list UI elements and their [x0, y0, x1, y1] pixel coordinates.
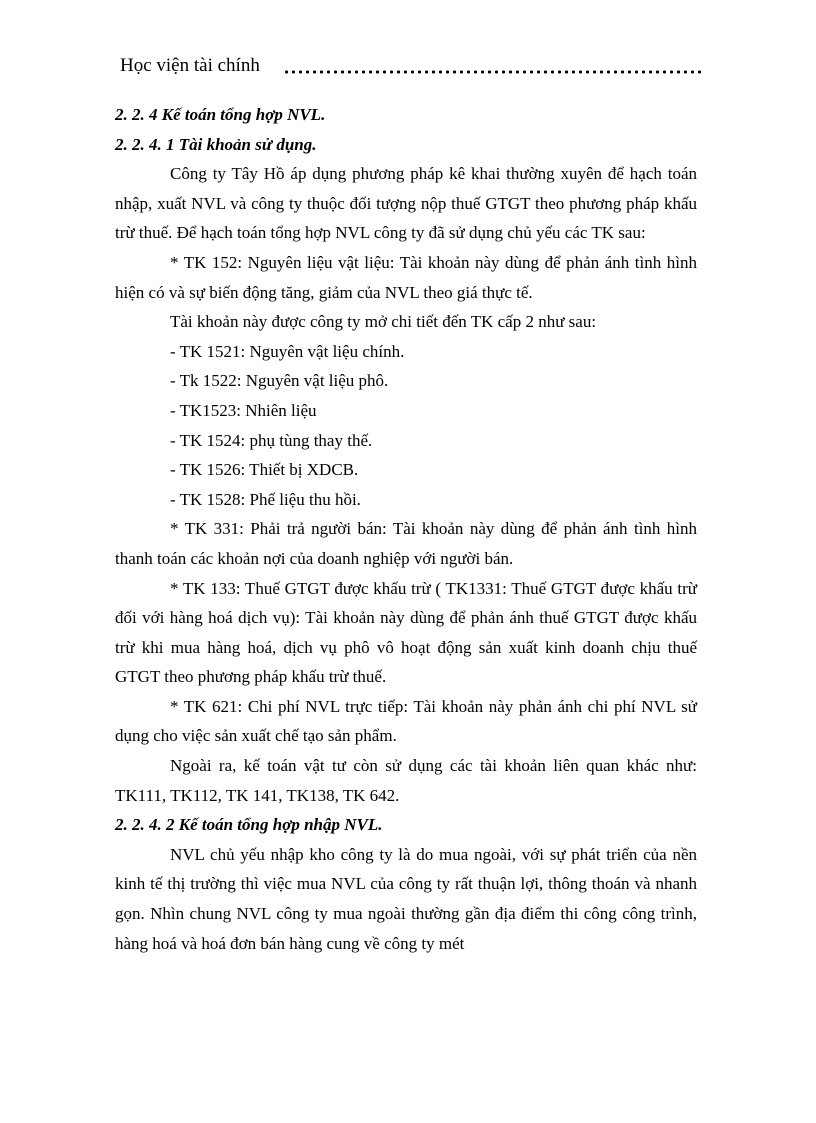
sub-account-item: - TK 1524: phụ tùng thay thế. [170, 430, 373, 450]
section-heading-2-2-4-2: 2. 2. 4. 2 Kế toán tổng hợp nhập NVL. [115, 815, 383, 835]
sub-account-item: - TK1523: Nhiên liệu [170, 400, 317, 420]
paragraph-tk152: * TK 152: Nguyên liệu vật liệu: Tài khoản này dùng để phản ánh tình hình hiện có và sự biến động tăng, giảm của NVL theo giá thực tế. [115, 252, 697, 302]
paragraph-tk621: * TK 621: Chi phí NVL trực tiếp: Tài khoản này phản ánh chi phí NVL sử dụng cho việc sản xuất chế tạo sản phẩm. [115, 696, 697, 746]
paragraph-intro: Công ty Tây Hồ áp dụng phương pháp kê khai thường xuyên để hạch toán nhập, xuất NVL và công ty thuộc đối tượng nộp thuế GTGT theo phương pháp khấu trừ thuế. Để hạch toán tổng hợp NVL công ty đã sử dụng chủ yếu các TK sau: [115, 164, 697, 243]
sub-account-item: - TK 1526: Thiết bị XDCB. [170, 460, 359, 480]
sub-account-item: - Tk 1522: Nguyên vật liệu phô. [170, 371, 389, 391]
section-heading-2-2-4-1: 2. 2. 4. 1 Tài khoản sử dụng. [115, 134, 317, 154]
section-heading-2-2-4: 2. 2. 4 Kế toán tổng hợp NVL. [115, 105, 326, 124]
paragraph-tk331: * TK 331: Phải trả người bán: Tài khoản này dùng để phản ánh tình hình thanh toán các khoản nợi của doanh nghiệp với người bán. [115, 519, 697, 568]
paragraph-purchase: NVL chủ yếu nhập kho công ty là do mua ngoài, với sự phát triển của nền kinh tế thị trường thì việc mua NVL của công ty rất thuận lợi, thông thoán và nhanh gọn. Nhìn chung NVL công ty mua ngoài thường gần địa điểm thi công công trình, hàng hoá và hoá đơn bán hàng cung về công ty mét [115, 844, 697, 953]
header-title: Học viện tài chính [120, 55, 260, 76]
paragraph-tk152-detail: Tài khoản này được công ty mở chi tiết đến TK cấp 2 như sau: [170, 312, 597, 332]
document-body [115, 100, 697, 958]
sub-account-item: - TK 1528: Phế liệu thu hồi. [170, 489, 361, 509]
header-dotted-rule [283, 70, 704, 74]
sub-account-item: - TK 1521: Nguyên vật liệu chính. [170, 341, 405, 361]
paragraph-other-accounts: Ngoài ra, kế toán vật tư còn sử dụng các tài khoản liên quan khác như: TK111, TK112, TK 141, TK138, TK 642. [115, 756, 697, 805]
paragraph-tk133: * TK 133: Thuế GTGT được khấu trừ ( TK1331: Thuế GTGT được khấu trừ đối với hàng hoá dịch vụ): Tài khoản này dùng để phản ánh thuế GTGT được khấu trừ khi mua hàng hoá, dịch vụ phô vô hoạt động sản xuất kinh doanh chịu thuế GTGT theo phương pháp khấu trừ thuế. [115, 578, 697, 687]
page-header [120, 52, 704, 80]
